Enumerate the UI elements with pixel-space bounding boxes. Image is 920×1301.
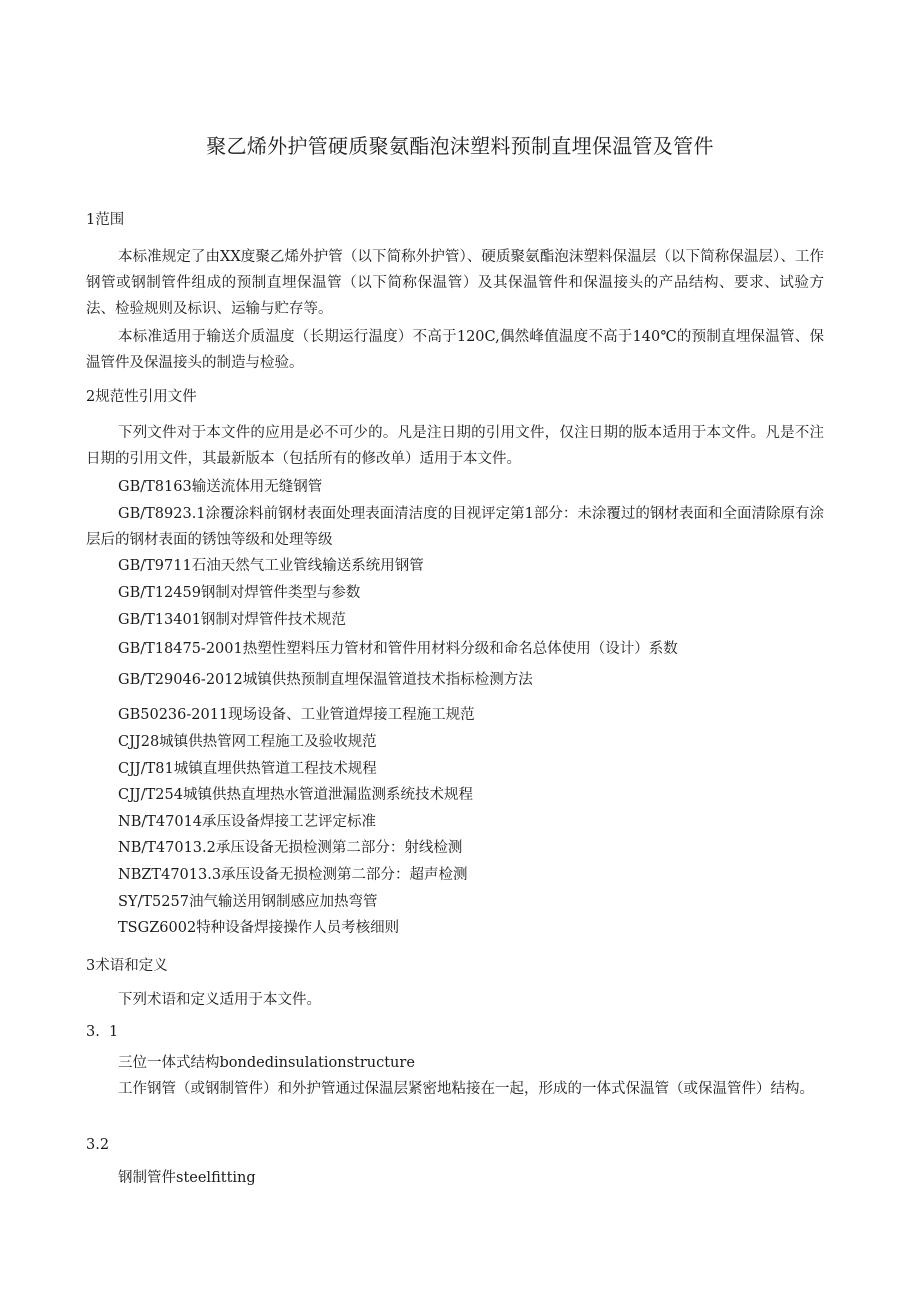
- reference-item: GB50236-2011现场设备、工业管道焊接工程施工规范: [118, 707, 475, 723]
- section-1-heading: 1范围: [86, 212, 125, 228]
- reference-item: GB/T8163输送流体用无缝钢管: [118, 479, 323, 495]
- reference-item: NB/T47013.2承压设备无损检测第二部分：射线检测: [118, 840, 463, 856]
- section-1-paragraph-1: 本标准规定了由XX度聚乙烯外护管（以下简称外护管）、硬质聚氨酯泡沫塑料保温层（以下简称保温层）、工作钢管或钢制管件组成的预制直埋保温管（以下简称保温管）及其保温管件和保温接头的产品结构、要求、试验方法、检验规则及标识、运输与贮存等。: [86, 249, 824, 317]
- reference-item: CJJ/T254城镇供热直埋热水管道泄漏监测系统技术规程: [118, 787, 473, 803]
- reference-item: CJJ/T81城镇直埋供热管道工程技术规程: [118, 761, 377, 777]
- document-title: 聚乙烯外护管硬质聚氨酯泡沫塑料预制直埋保温管及管件: [206, 134, 714, 158]
- reference-item: SY/T5257油气输送用钢制感应加热弯管: [118, 894, 378, 910]
- term-name: 钢制管件steelfitting: [118, 1170, 256, 1186]
- reference-item: GB/T9711石油天然气工业管线输送系统用钢管: [118, 558, 424, 574]
- term-number: 3. 1: [86, 1024, 119, 1040]
- section-1-paragraph-2: 本标准适用于输送介质温度（长期运行温度）不高于120C,偶然峰值温度不高于140℃的预制直埋保温管、保温管件及保温接头的制造与检验。: [86, 329, 824, 371]
- section-2-heading: 2规范性引用文件: [86, 389, 197, 405]
- reference-item: TSGZ6002特种设备焊接操作人员考核细则: [118, 920, 400, 936]
- reference-item: GB/T12459钢制对焊管件类型与参数: [118, 585, 361, 601]
- section-2-paragraph-1: 下列文件对于本文件的应用是必不可少的。凡是注日期的引用文件，仅注日期的版本适用于本文件。凡是不注日期的引用文件，其最新版本（包括所有的修改单）适用于本文件。: [86, 425, 824, 467]
- term-number: 3.2: [86, 1137, 110, 1153]
- reference-item: CJJ28城镇供热管网工程施工及验收规范: [118, 734, 377, 750]
- reference-item: GB/T8923.1涂覆涂料前钢材表面处理表面清洁度的目视评定第1部分：未涂覆过的钢材表面和全面清除原有涂层后的钢材表面的锈蚀等级和处理等级: [86, 506, 824, 548]
- section-3-paragraph-1: 下列术语和定义适用于本文件。: [118, 992, 321, 1008]
- reference-item: NB/T47014承压设备焊接工艺评定标准: [118, 814, 377, 830]
- section-3-heading: 3术语和定义: [86, 958, 168, 974]
- term-name: 三位一体式结构bondedinsulationstructure: [118, 1055, 415, 1071]
- reference-item: NBZT47013.3承压设备无损检测第二部分：超声检测: [118, 867, 468, 883]
- term-definition: 工作钢管（或钢制管件）和外护管通过保温层紧密地粘接在一起，形成的一体式保温管（或保温管件）结构。: [118, 1081, 814, 1097]
- reference-item: GB/T18475-2001热塑性塑料压力管材和管件用材料分级和命名总体使用（设计）系数: [118, 641, 678, 657]
- reference-item: GB/T29046-2012城镇供热预制直埋保温管道技术指标检测方法: [118, 672, 533, 688]
- reference-item: GB/T13401钢制对焊管件技术规范: [118, 612, 346, 628]
